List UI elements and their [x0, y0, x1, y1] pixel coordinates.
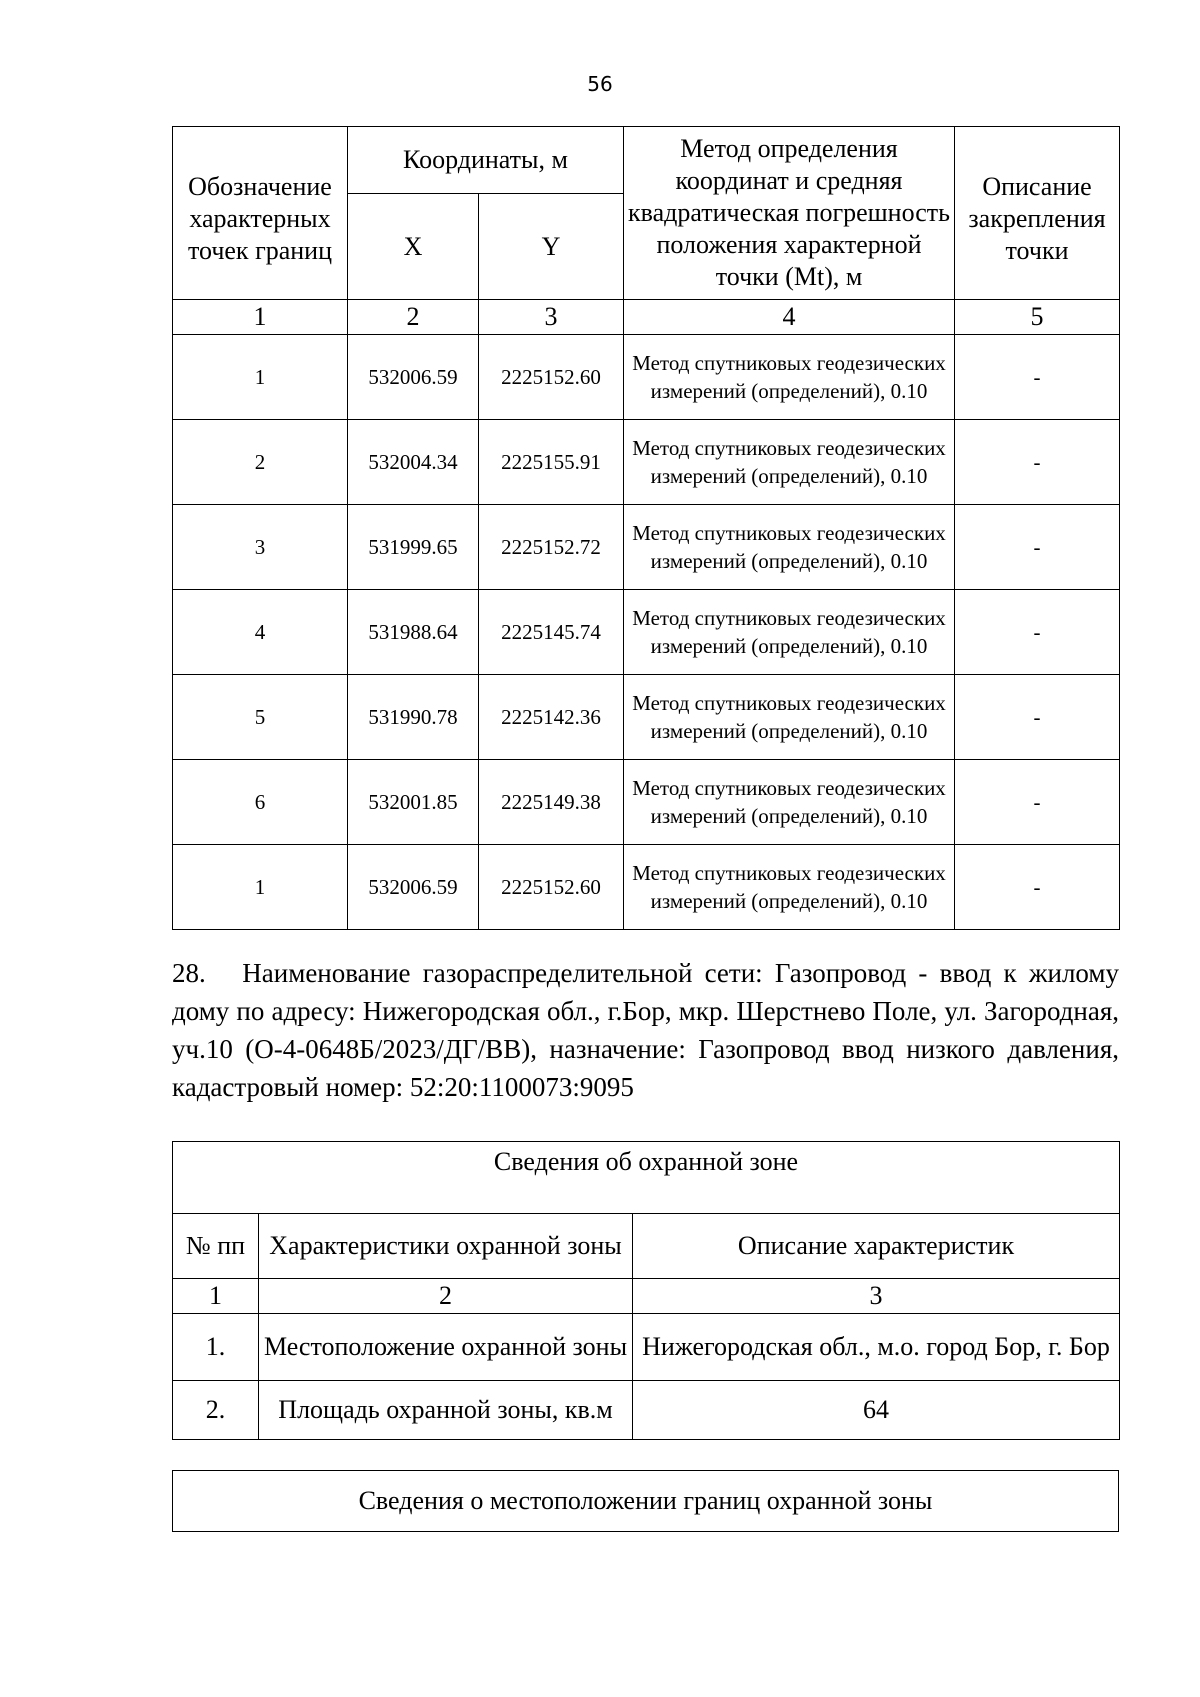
point-number: 1: [173, 335, 348, 420]
header-description: Описание закрепления точки: [955, 127, 1120, 300]
table-row: [173, 335, 1120, 420]
y-coordinate: 2225152.72: [479, 505, 624, 590]
table-row: [173, 590, 1120, 675]
y-coordinate: 2225149.38: [479, 760, 624, 845]
zone-table-title: Сведения об охранной зоне: [173, 1142, 1120, 1214]
characteristic-value: 64: [633, 1381, 1120, 1440]
header-x: X: [348, 194, 479, 300]
point-number: 2: [173, 420, 348, 505]
method-text: Метод спутниковых геодезических измерений (определений), 0.10: [624, 675, 955, 760]
column-number: 2: [259, 1279, 633, 1314]
x-coordinate: 531990.78: [348, 675, 479, 760]
point-description: -: [955, 590, 1120, 675]
method-text: Метод спутниковых геодезических измерений (определений), 0.10: [624, 420, 955, 505]
characteristic-name: Площадь охранной зоны, кв.м: [259, 1381, 633, 1440]
point-description: -: [955, 420, 1120, 505]
coordinates-table: [172, 126, 1120, 930]
column-number: 3: [633, 1279, 1120, 1314]
x-coordinate: 532004.34: [348, 420, 479, 505]
characteristic-name: Местоположение охранной зоны: [259, 1314, 633, 1381]
characteristic-value: Нижегородская обл., м.о. город Бор, г. Бор: [633, 1314, 1120, 1381]
header-coordinates: Координаты, м: [348, 127, 624, 194]
row-number: 1.: [173, 1314, 259, 1381]
method-text: Метод спутниковых геодезических измерений (определений), 0.10: [624, 760, 955, 845]
method-text: Метод спутниковых геодезических измерений (определений), 0.10: [624, 845, 955, 930]
column-number: 1: [173, 1279, 259, 1314]
point-number: 5: [173, 675, 348, 760]
x-coordinate: 532001.85: [348, 760, 479, 845]
point-description: -: [955, 335, 1120, 420]
point-number: 3: [173, 505, 348, 590]
network-description-paragraph: 28. Наименование газораспределительной сети: Газопровод - ввод к жилому дому по адресу: Нижегородская обл., г.Бор, мкр. Шерстнево Поле, ул. Загородная, уч.10 (О-4-0648Б/2023/ДГ/ВВ), назначение: Газопровод ввод низкого давления, кадастровый номер: 52:20:1100073:9095: [172, 958, 1119, 1102]
table-row: [173, 1381, 1120, 1440]
point-number: 1: [173, 845, 348, 930]
method-text: Метод спутниковых геодезических измерений (определений), 0.10: [624, 505, 955, 590]
x-coordinate: 531999.65: [348, 505, 479, 590]
bounds-table-title: Сведения о местоположении границ охранной зоны: [173, 1471, 1119, 1532]
x-coordinate: 532006.59: [348, 845, 479, 930]
table-row: [173, 420, 1120, 505]
table-row: [173, 505, 1120, 590]
point-number: 4: [173, 590, 348, 675]
zone-bounds-table: [172, 1470, 1119, 1532]
header-characteristic-description: Описание характеристик: [633, 1214, 1120, 1279]
page-number: 56: [587, 72, 613, 96]
x-coordinate: 531988.64: [348, 590, 479, 675]
header-characteristic: Характеристики охранной зоны: [259, 1214, 633, 1279]
column-number: 1: [173, 300, 348, 335]
point-description: -: [955, 675, 1120, 760]
header-designation: Обозначение характерных точек границ: [173, 127, 348, 300]
header-num: № пп: [173, 1214, 259, 1279]
header-method: Метод определения координат и средняя квадратическая погрешность положения характерной точки (Mt), м: [624, 127, 955, 300]
y-coordinate: 2225152.60: [479, 845, 624, 930]
point-number: 6: [173, 760, 348, 845]
column-number: 2: [348, 300, 479, 335]
y-coordinate: 2225155.91: [479, 420, 624, 505]
protection-zone-table: [172, 1141, 1120, 1440]
table-row: [173, 845, 1120, 930]
row-number: 2.: [173, 1381, 259, 1440]
y-coordinate: 2225145.74: [479, 590, 624, 675]
table-row: [173, 1314, 1120, 1381]
table-row: [173, 760, 1120, 845]
y-coordinate: 2225142.36: [479, 675, 624, 760]
method-text: Метод спутниковых геодезических измерений (определений), 0.10: [624, 590, 955, 675]
point-description: -: [955, 845, 1120, 930]
table-row: [173, 675, 1120, 760]
point-description: -: [955, 505, 1120, 590]
column-number: 4: [624, 300, 955, 335]
x-coordinate: 532006.59: [348, 335, 479, 420]
y-coordinate: 2225152.60: [479, 335, 624, 420]
column-number: 3: [479, 300, 624, 335]
point-description: -: [955, 760, 1120, 845]
header-y: Y: [479, 194, 624, 300]
method-text: Метод спутниковых геодезических измерений (определений), 0.10: [624, 335, 955, 420]
column-number: 5: [955, 300, 1120, 335]
